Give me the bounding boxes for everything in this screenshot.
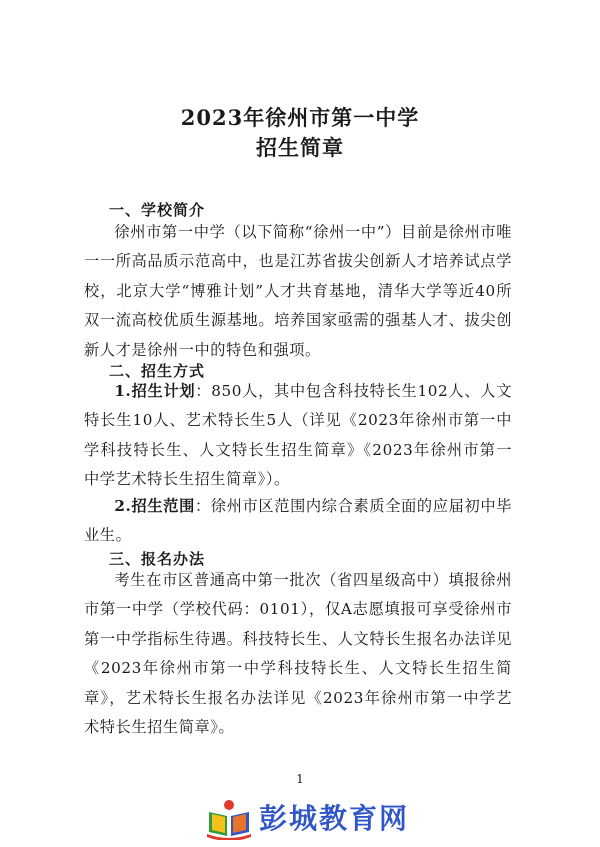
enrollment-scope-text: ：徐州市区范围内综合素质全面的应届初中毕业生。 (84, 497, 512, 545)
enrollment-plan-lead: 1.招生计划 (114, 382, 196, 400)
enrollment-scope-lead: 2.招生范围 (114, 497, 195, 515)
document-title: 2023年徐州市第一中学 (180, 105, 420, 130)
site-watermark (203, 797, 409, 841)
registration-paragraph: 考生在市区普通高中第一批次（省四星级高中）填报徐州市第一中学（学校代码：0101），仅A志愿填报可享受徐州市第一中学指标生待遇。科技特长生、人文特长生报名办法详见《2023年徐州市第一中学科技特长生、人文特长生招生简章》，艺术特长生报名办法详见《2023年徐州市第一中学艺术特长生招生简章》。 (84, 571, 512, 737)
enrollment-plan-text: ：850人，其中包含科技特长生102人、人文特长生10人、艺术特长生5人（详见《2023年徐州市第一中学科技特长生、人文特长生招生简章》《2023年徐州市第一中学艺术特长生招生简章》）。 (84, 382, 512, 489)
enrollment-plan-paragraph (84, 377, 512, 495)
page-number: 1 (296, 772, 304, 786)
section-heading-registration: 三、报名办法 (109, 550, 206, 568)
section-heading-school-intro: 一、学校简介 (109, 201, 206, 219)
watermark-text: 彭城教育网 (259, 802, 410, 835)
document-subtitle: 招生简章 (256, 135, 344, 160)
section-heading-enrollment-method: 二、招生方式 (109, 362, 206, 380)
school-intro-paragraph: 徐州市第一中学（以下简称“徐州一中”）目前是徐州市唯一一所高品质示范高中，也是江苏省拔尖创新人才培养试点学校，北京大学“博雅计划”人才共育基地，清华大学等近40所双一流高校优质生源基地。培养国家亟需的强基人才、拔尖创新人才是徐州一中的特色和强项。 (84, 223, 512, 359)
book-logo-icon (203, 798, 255, 840)
enrollment-scope-paragraph (84, 492, 512, 551)
